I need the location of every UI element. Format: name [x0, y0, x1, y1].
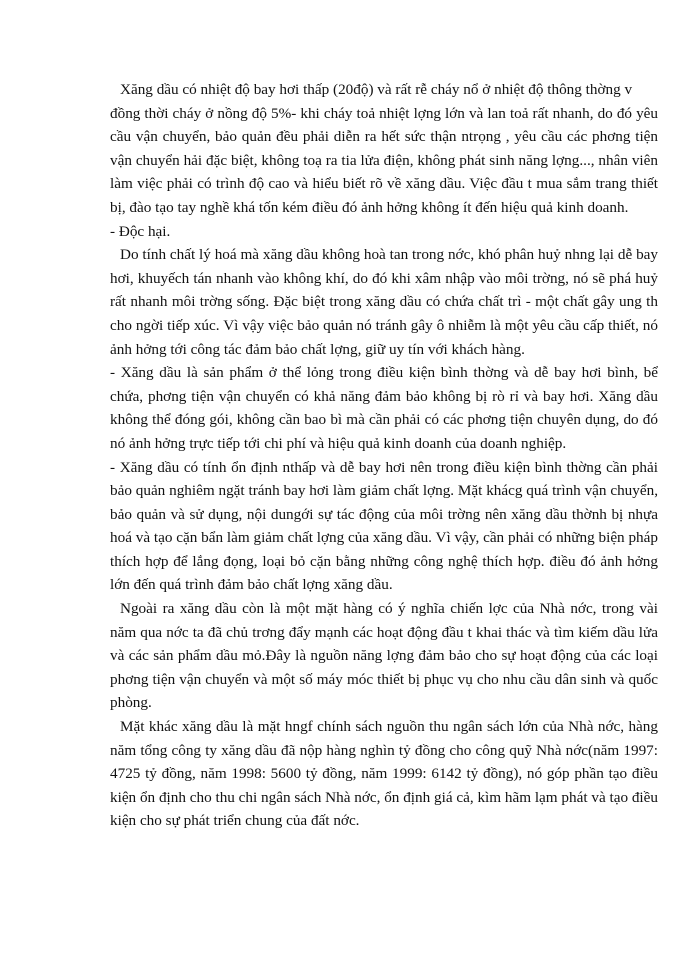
paragraph-fire-risk: đồng thời cháy ở nồng độ 5%- khi cháy toả nhiệt lợng lớn và lan toả rất nhanh, do đó yêu cầu vận chuyển, bảo quản đều phải diễn ra hết sức thận ntrọng , yêu cầu các phơng tiện vận chuyển hải đặc biệt, không toạ ra tia lửa điện, không phát sinh năng lợng..., nhân viên làm việc phải có trình độ cao và hiểu biết rõ về xăng dầu. Việc đầu t mua sắm trang thiết bị, đào tạo tay nghề khá tốn kém điều đó ảnh hởng không ít đến hiệu quả kinh doanh. — [110, 104, 658, 216]
document-body — [110, 78, 658, 833]
paragraph-stability: - Xăng dầu có tính ổn định nthấp và dễ bay hơi nên trong điều kiện bình thờng cần phải bảo quản nghiêm ngặt tránh bay hơi làm giảm chất lợng. Mặt khácg quá trình vận chuyển, bảo quản và sử dụng, nội dungới sự tác động của môi trờng nên xăng dầu thờnh bị nhựa hoá và tạo cặn bẩn làm giảm chất lợng của xăng dầu. Vì vậy, cần phải có những biện pháp thích hợp để lắng đọng, loại bỏ cặn bằng những công nghệ thích hợp. điều đó ảnh hởng lớn đến quá trình đảm bảo chất lợng xăng dầu. — [110, 458, 658, 594]
paragraph-strategic-importance: Ngoài ra xăng dầu còn là một mặt hàng có ý nghĩa chiến lợc của Nhà nớc, trong vài năm qua nớc ta đã chủ trơng đẩy mạnh các hoạt động đầu t khai thác và tìm kiếm dầu lửa và các sản phẩm dầu mỏ.Đây là nguồn năng lợng đảm bảo cho sự hoạt động của các loại phơng tiện vận chuyển và một số máy móc thiết bị phục vụ cho nhu cầu dân sinh và quốc phòng. — [110, 600, 658, 712]
paragraph-volatility: Xăng dầu có nhiệt độ bay hơi thấp (20độ) và rất rễ cháy nổ ở nhiệt độ thông thờng v — [120, 81, 633, 98]
paragraph-budget-revenue: Mặt khác xăng dầu là mặt hngf chính sách nguồn thu ngân sách lớn của Nhà nớc, hàng năm tổng công ty xăng dầu đã nộp hàng nghìn tỷ đồng cho công quỹ Nhà nớc(năm 1997: 4725 tỷ đồng, năm 1998: 5600 tỷ đồng, năm 1999: 6142 tỷ đồng), nó góp phần tạo điều kiện ổn định cho thu chi ngân sách Nhà nớc, ổn định giá cả, kìm hãm lạm phát và tạo điều kiện cho sự phát triển chung của đất nớc. — [110, 718, 658, 830]
paragraph-liquid-state: - Xăng dầu là sản phẩm ở thể lỏng trong điều kiện bình thờng và dễ bay hơi bình, bể chứa, phơng tiện vận chuyển có khả năng đảm bảo không bị rò rỉ và bay hơi. Xăng dầu không thể đóng gói, không cần bao bì mà cần phải có các phơng tiện chuyên dụng, do đó nó ảnh hởng trực tiếp tới chi phí và hiệu quả kinh doanh của doanh nghiệp. — [110, 364, 658, 452]
paragraph-toxicity-heading: - Độc hại. — [110, 222, 171, 240]
paragraph-toxicity: Do tính chất lý hoá mà xăng dầu không hoà tan trong nớc, khó phân huỷ nhng lại dễ bay hơi, khuyếch tán nhanh vào không khí, do đó khi xâm nhập vào môi trờng, nó sẽ phá huỷ rất nhanh môi trờng sống. Đặc biệt trong xăng dầu có chứa chất trì - một chất gây ung th cho ngời tiếp xúc. Vì vậy việc bảo quản nó tránh gây ô nhiễm là một yêu cầu cấp thiết, nó ảnh hởng tới công tác đảm bảo chất lợng, giữ uy tín với khách hàng. — [110, 246, 658, 358]
